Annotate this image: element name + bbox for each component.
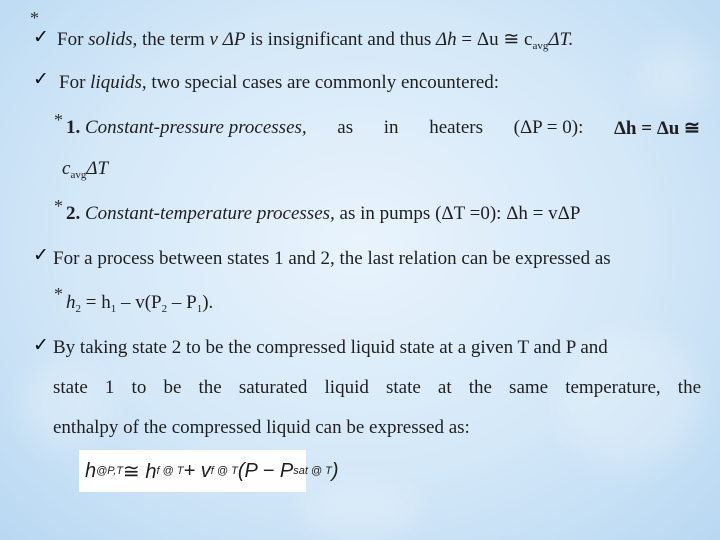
case1-continuation: $c_{avg}\Delta T$ <box>62 158 109 181</box>
compressed-line-1: By taking state 2 to be the compressed liquid state at a given T and P and <box>53 337 608 358</box>
compressed-line-2: state 1 to be the saturated liquid state at the same temperature, the <box>53 377 701 398</box>
checkmark-icon: ✓ <box>33 334 49 356</box>
checkmark-icon: ✓ <box>33 244 49 266</box>
star-marker: * <box>54 110 63 130</box>
star-marker: * <box>54 284 63 304</box>
compressed-line-3: enthalpy of the compressed liquid can be expressed as: <box>53 417 470 438</box>
compressed-liquid-enthalpy-formula: h @P,T ≅ h f @ T + v f @ T (P − P sat @ T ) <box>79 450 306 492</box>
relation-line: For a process between states 1 and 2, the last relation can be expressed as <box>53 248 611 269</box>
star-marker: * <box>30 8 39 28</box>
case2-line: 2. Constant-temperature processes, as in pumps (ΔT =0): Δh = vΔP <box>66 203 581 224</box>
checkmark-icon: ✓ <box>33 68 49 90</box>
star-marker: * <box>54 196 63 216</box>
solids-line: For solids, the term v ΔP is insignificant and thus Δh = Δu ≅ $c_{avg}\Delta T$. <box>57 29 574 52</box>
relation-equation: $h_2 = h_1 - v(P_2 - P_1)$. <box>66 292 214 315</box>
liquids-line: For liquids, two special cases are commonly encountered: <box>59 72 500 93</box>
background-bokeh <box>300 480 420 540</box>
checkmark-icon: ✓ <box>33 26 49 48</box>
case1-line: 1. Constant-pressure processes, as in heaters (ΔP = 0): Δh = Δu ≅ <box>66 117 700 139</box>
background-bokeh <box>640 40 710 110</box>
